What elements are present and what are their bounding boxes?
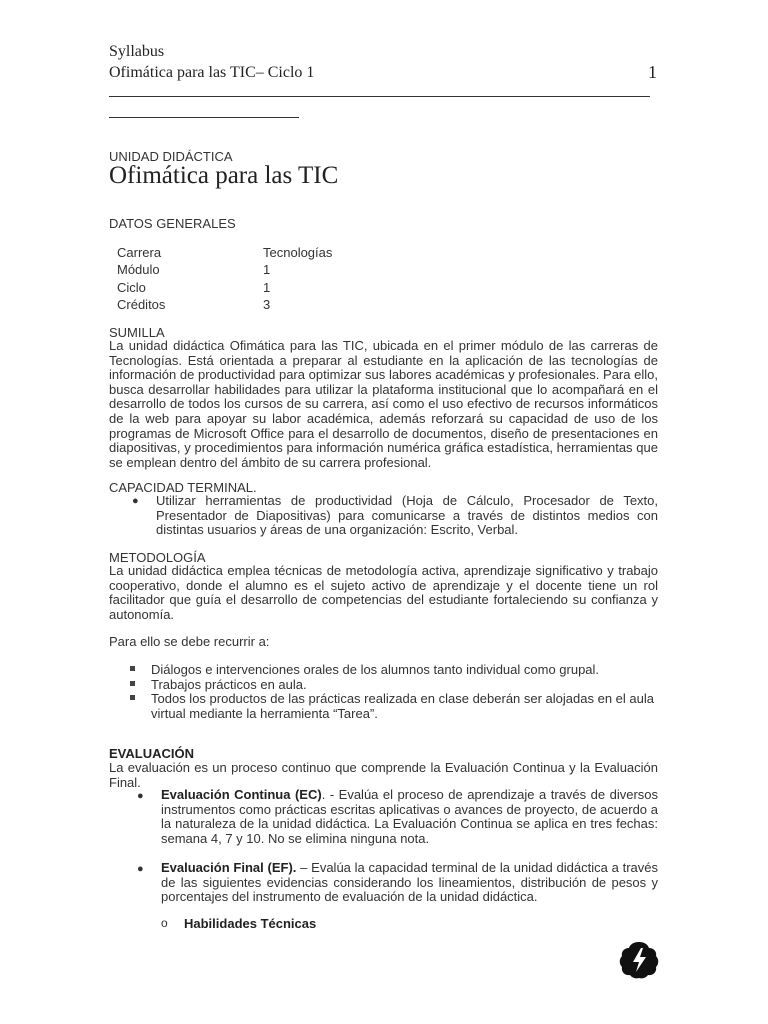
ef-text: – Evalúa la capacidad terminal de la unidad didáctica a través de las siguientes evidencias considerando los lineamientos, distribución de pesos y porcentajes del instrumento de evaluación de la unidad didáctica. <box>161 860 658 905</box>
square-bullet <box>130 666 135 671</box>
bullet-dot: ● <box>137 790 144 802</box>
metodologia-item: Todos los productos de las prácticas realizada en clase deberán ser alojadas en el aula virtual mediante la herramienta “Tarea”. <box>151 691 654 721</box>
square-bullet <box>130 681 135 686</box>
habilidades-tecnicas: Habilidades Técnicas <box>184 916 317 931</box>
table-row <box>117 262 332 279</box>
ec-label: Evaluación Continua (EC) <box>161 787 322 802</box>
row-key: Carrera <box>117 245 162 260</box>
metodologia-item: Diálogos e intervenciones orales de los alumnos tanto individual como grupal. <box>151 662 600 677</box>
table-row <box>117 245 332 262</box>
evaluacion-heading: EVALUACIÓN <box>109 746 194 761</box>
evaluacion-intro: La evaluación es un proceso continuo que comprende la Evaluación Continua y la Evaluación Final. <box>109 760 658 790</box>
metodologia-intro: Para ello se debe recurrir a: <box>109 634 270 649</box>
header-rule <box>109 96 650 97</box>
metodologia-item: Trabajos prácticos en aula. <box>151 677 307 692</box>
sub-bullet-marker: o <box>161 916 168 930</box>
brain-lightning-icon[interactable] <box>619 940 659 980</box>
doc-header-subtitle: Ofimática para las TIC– Ciclo 1 <box>109 64 315 81</box>
row-value: 1 <box>263 262 271 278</box>
sumilla-text: La unidad didáctica Ofimática para las TIC, ubicada en el primer módulo de las carreras de Tecnologías. Está orientada a preparar al estudiante en la aplicación de las tecnologías de información de productividad para optimizar sus labores académicas y profesionales. Para ello, busca desarrollar habilidades para utilizar la plataforma institucional que lo acompañará en el desarrollo de todos los cursos de su carrera, así como el uso efectivo de recursos informáticos de la web para apoyar su labor académica, además reforzará su capacidad de uso de los programas de Microsoft Office para el desarrollo de documentos, diseño de presentaciones en diapositivas, y procedimientos para información numérica gráfica estadística, herramientas que se emplean dentro del ámbito de su carrera profesional. <box>109 338 658 470</box>
row-value: 1 <box>263 279 271 295</box>
row-key: Créditos <box>117 296 166 312</box>
evaluacion-continua <box>161 788 658 846</box>
metodologia-text: La unidad didáctica emplea técnicas de metodología activa, aprendizaje significativo y trabajo cooperativo, donde el alumno es el sujeto activo de aprendizaje y el docente tiene un rol facilitador que guía el desarrollo de competencias del estudiante fortaleciendo su confianza y autonomía. <box>109 563 658 622</box>
datos-generales-heading: DATOS GENERALES <box>109 216 236 231</box>
sumilla-heading: SUMILLA <box>109 325 165 340</box>
capacidad-bullet: Utilizar herramientas de productividad (Hoja de Cálculo, Procesador de Texto, Presentador de Diapositivas) para comunicarse a través de distintos medios con distintas usuarios y áreas de una organización: Escrito, Verbal. <box>156 493 658 538</box>
metodologia-heading: METODOLOGÍA <box>109 550 206 565</box>
unit-label: UNIDAD DIDÁCTICA <box>109 149 233 164</box>
row-value: 3 <box>263 296 271 312</box>
bullet-dot: ● <box>132 495 139 507</box>
table-row <box>117 297 332 314</box>
evaluacion-final <box>161 861 658 905</box>
unit-title: Ofimática para las TIC <box>109 162 339 189</box>
row-key: Ciclo <box>117 279 146 295</box>
table-row <box>117 280 332 297</box>
row-key: Módulo <box>117 262 160 278</box>
doc-header-title: Syllabus <box>109 43 165 60</box>
row-value: Tecnologías <box>263 245 333 260</box>
datos-generales-table <box>117 245 332 314</box>
ef-label: Evaluación Final (EF). <box>161 860 297 875</box>
ec-text: . - Evalúa el proceso de aprendizaje a través de diversos instrumentos como prácticas escritas aplicativas o avances de proyecto, de acuerdo a la naturaleza de la unidad didáctica. La Evaluación Continua se aplica en tres fechas: semana 4, 7 y 10. No se elimina ninguna nota. <box>161 787 658 846</box>
square-bullet <box>130 695 135 700</box>
bullet-dot: ● <box>137 863 144 875</box>
capacidad-heading: CAPACIDAD TERMINAL. <box>109 480 257 495</box>
header-rule-short <box>109 117 299 118</box>
page-number: 1 <box>648 62 657 82</box>
